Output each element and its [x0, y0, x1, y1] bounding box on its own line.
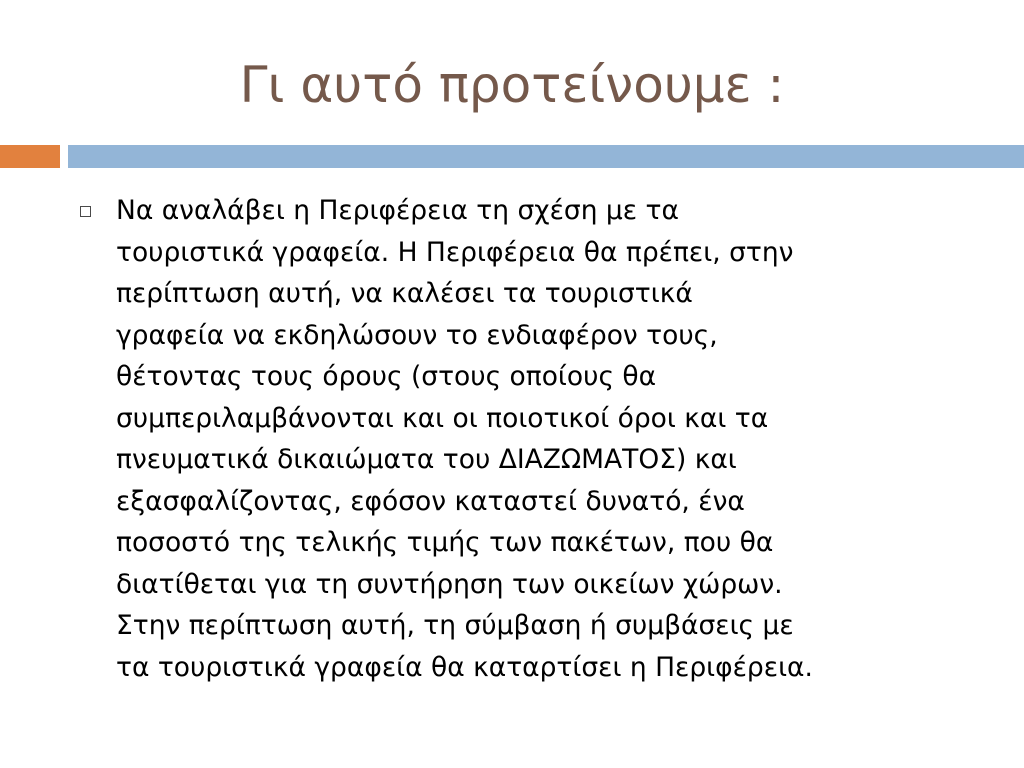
slide-content — [80, 190, 980, 688]
hollow-square-bullet-icon — [80, 206, 91, 217]
title-accent-bar — [0, 145, 60, 168]
title-divider-bar — [68, 145, 1024, 168]
slide-title: Γι αυτό προτείνουμε : — [239, 56, 785, 114]
bullet-text: Να αναλάβει η Περιφέρεια τη σχέση με τα τουριστικά γραφεία. Η Περιφέρεια θα πρέπει, στην περίπτωση αυτή, να καλέσει τα τουριστικά γραφεία να εκδηλώσουν το ενδιαφέρον τους, θέτοντας τους όρους (στους οποίους θα συμπεριλαμβάνονται και οι ποιοτικοί όροι και τα πνευματικά δικαιώματα του ΔΙΑΖΩΜΑΤΟΣ) και εξασφαλίζοντας, εφόσον καταστεί δυνατό, ένα ποσοστό της τελικής τιμής των πακέτων, που θα διατίθεται για τη συντήρηση των οικείων χώρων. Στην περίπτωση αυτή, τη σύμβαση ή συμβάσεις με τα τουριστικά γραφεία θα καταρτίσει η Περιφέρεια. — [116, 195, 813, 683]
bullet-item — [80, 190, 980, 688]
